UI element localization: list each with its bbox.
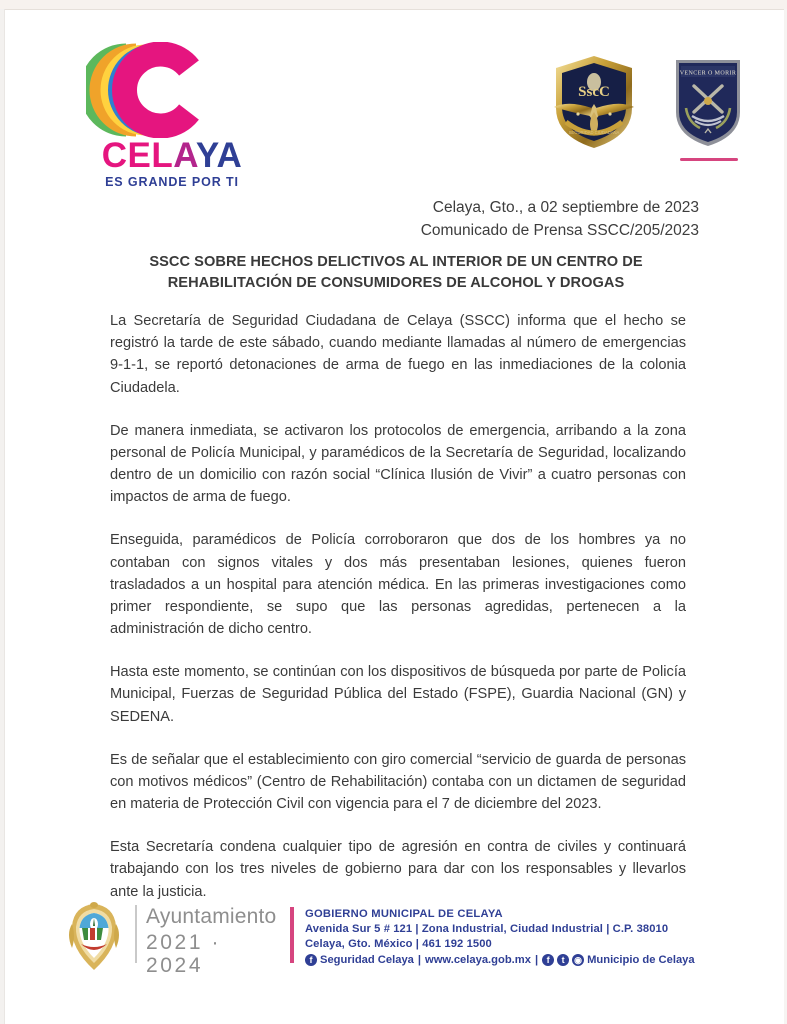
release-number: Comunicado de Prensa SSCC/205/2023: [420, 222, 699, 240]
paragraph: Esta Secretaría condena cualquier tipo de agresión en contra de civiles y continuará trabajando con los tres niveles de gobierno para dar con los responsables y llevarlos ante la justicia.: [110, 839, 686, 900]
address-line-1: Avenida Sur 5 # 121 | Zona Industrial, Ciudad Industrial | C.P. 38010: [305, 922, 669, 935]
social-row: [305, 953, 725, 968]
footer-divider-left: [135, 905, 137, 963]
document-header: [0, 36, 787, 189]
ayuntamiento-label: Ayuntamiento: [146, 905, 277, 928]
ayuntamiento-years: 2021 · 2024: [146, 930, 222, 978]
svg-text:SEGURIDAD CIUDADANA: SEGURIDAD CIUDADANA: [568, 130, 620, 135]
celaya-coat-of-arms-icon: [62, 900, 126, 974]
sscc-badge-icon: [548, 52, 640, 152]
address-line-2: Celaya, Gto. México | 461 192 1500: [305, 937, 492, 950]
document-body: [110, 310, 686, 903]
svg-text:VENCER O MORIR: VENCER O MORIR: [679, 70, 737, 77]
vencer-o-morir-badge-icon: [672, 56, 744, 148]
municipio-label: Municipio de Celaya: [587, 953, 695, 966]
government-title: GOBIERNO MUNICIPAL DE CELAYA: [305, 908, 503, 920]
social-separator: |: [534, 953, 539, 966]
svg-text:SscC: SscC: [578, 84, 610, 100]
footer-divider-magenta: [290, 907, 294, 963]
social-separator: |: [417, 953, 422, 966]
website-link[interactable]: www.celaya.gob.mx: [425, 953, 531, 966]
celaya-logo: [62, 42, 282, 189]
paragraph: Hasta este momento, se continúan con los dispositivos de búsqueda por parte de Policía Municipal, Fuerzas de Seguridad Pública del Estado (FSPE), Guardia Nacional (GN) y SEDENA.: [110, 664, 686, 725]
badge-underline-rule: [680, 158, 738, 161]
document-footer: [0, 895, 787, 990]
facebook-page-label: Seguridad Celaya: [320, 953, 414, 966]
celaya-wordmark: [62, 138, 282, 173]
ayuntamiento-block: [146, 905, 286, 978]
dateline: [0, 196, 699, 243]
facebook-icon[interactable]: f: [305, 954, 317, 966]
place-date: Celaya, Gto., a 02 septiembre de 2023: [432, 199, 699, 216]
wordmark-part-1: CEL: [101, 136, 174, 175]
government-contact-block: [305, 907, 725, 968]
wordmark-part-3: YA: [195, 136, 243, 175]
sscc-badge-svg: [548, 52, 640, 152]
instagram-icon[interactable]: ◉: [572, 954, 584, 966]
paragraph: De manera inmediata, se activaron los protocolos de emergencia, arribando a la zona personal de Policía Municipal, y paramédicos de la Secretaría de Seguridad, localizando dentro de un domicilio con razón social “Clínica Ilusión de Vivir” a cuatro personas con impactos de arma de fuego.: [110, 422, 686, 506]
page-top-border: [0, 0, 787, 10]
twitter-icon[interactable]: t: [557, 954, 569, 966]
paragraph: La Secretaría de Seguridad Ciudadana de Celaya (SSCC) informa que el hecho se registró la tarde de este sábado, cuando mediante llamadas al número de emergencias 9-1-1, se reportó detonaciones de arma de fuego en las inmediaciones de la colonia Ciudadela.: [110, 313, 686, 396]
paragraph: Es de señalar que el establecimiento con giro comercial “servicio de guarda de personas con motivos médicos” (Centro de Rehabilitación) contaba con un dictamen de seguridad en materia de Protección Civil con vigencia para el 7 de diciembre del 2023.: [110, 751, 686, 813]
celaya-c-logo-svg: [86, 42, 216, 138]
paragraph: Enseguida, paramédicos de Policía corroboraron que dos de los hombres ya no contaban con signos vitales y dos más presentaban lesiones, quienes fueron trasladados a un hospital para atención médica. En las primeras investigaciones como primer respondiente, se supo que las personas agredidas, pertenecen a la administración de dicho centro.: [110, 532, 686, 638]
celaya-c-logo-icon: [86, 42, 216, 138]
page-title: SSCC SOBRE HECHOS DELICTIVOS AL INTERIOR DE UN CENTRO DE REHABILITACIÓN DE CONSUMIDORES DE ALCOHOL Y DROGAS: [149, 254, 643, 291]
vencer-badge-svg: [672, 56, 744, 148]
coat-of-arms-svg: [62, 900, 126, 974]
celaya-logo-tagline: ES GRANDE POR TI: [105, 175, 239, 189]
facebook-icon[interactable]: f: [542, 954, 554, 966]
wordmark-part-2: A: [173, 136, 196, 175]
